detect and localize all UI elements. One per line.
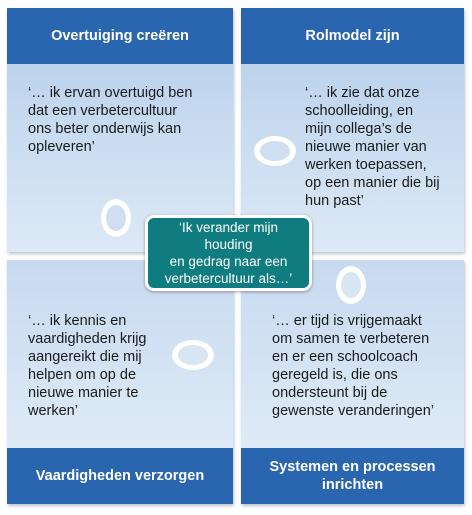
quote-vaardigheden: ‘… ik kennis en vaardigheden krijg aangereikt die mij helpen om op de nieuwe manier te werken’ [28, 313, 147, 419]
knob-right-top-fill [260, 141, 290, 161]
knob-left-middle-fill [106, 205, 126, 231]
title-systemen: Systemen en processen inrichten [269, 459, 436, 493]
knob-right-middle-fill [341, 272, 361, 298]
quote-systemen: ‘… er tijd is vrijgemaakt om samen te verbeteren en er een schoolcoach geregeld is, die ons ondersteunt bij de gewenste veranderingen’ [272, 313, 435, 419]
quote-overtuiging: ‘… ik ervan overtuigd ben dat een verbetercultuur ons beter onderwijs kan opleveren’ [28, 85, 193, 155]
center-statement: ‘Ik verander mijn houding en gedrag naar een verbetercultuur als…’ [145, 215, 312, 291]
title-rolmodel: Rolmodel zijn [305, 28, 400, 44]
title-overtuiging: Overtuiging creëren [51, 28, 189, 44]
quote-rolmodel: ‘… ik zie dat onze schoolleiding, en mijn collega’s de nieuwe manier van werken toepassen, op een manier die bij hun past’ [305, 85, 440, 209]
title-vaardigheden: Vaardigheden verzorgen [35, 468, 205, 484]
